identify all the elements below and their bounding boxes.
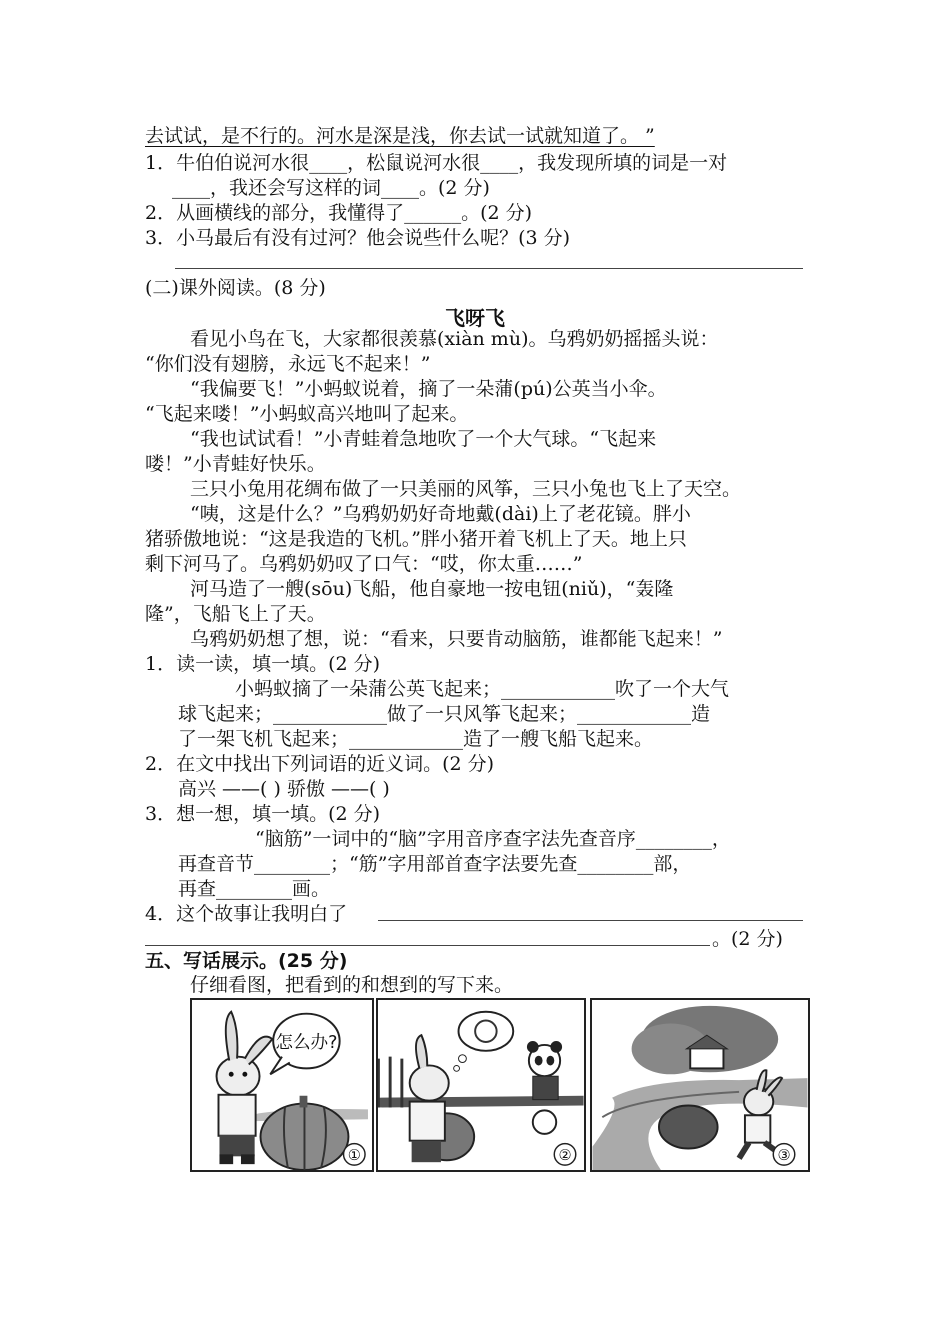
panel-number: ③ (777, 1147, 791, 1165)
panel-number: ① (347, 1147, 361, 1165)
story-paragraph: 三只小兔用花绸布做了一只美丽的风筝，三只小兔也飞上了天空。 (190, 478, 742, 500)
story-paragraph: “飞起来喽！”小蚂蚁高兴地叫了起来。 (145, 403, 469, 425)
story-paragraph: “咦，这是什么？”乌鸦奶奶好奇地戴(dài)上了老花镜。胖小 (190, 503, 691, 525)
section-header: (二)课外阅读。(8 分) (145, 277, 326, 299)
rabbit-pumpkin-illustration (192, 1000, 372, 1170)
story-paragraph: 喽！”小青蛙好快乐。 (145, 453, 326, 475)
reading-question-1-line: 了一架飞机飞起来；____________造了一艘飞船飞起来。 (178, 728, 654, 750)
reading-question-2: 2．在文中找出下列词语的近义词。(2 分) (145, 753, 495, 775)
section-header: 五、写话展示。(25 分) (145, 950, 348, 972)
story-paragraph: 乌鸦奶奶想了想，说：“看来，只要肯动脑筋，谁都能飞起来！” (190, 628, 723, 650)
answer-line[interactable] (175, 268, 803, 269)
story-paragraph: 剩下河马了。乌鸦奶奶叹了口气：“哎，你太重……” (145, 553, 583, 575)
story-title: 飞呀飞 (445, 306, 505, 330)
answer-line[interactable] (378, 920, 803, 921)
answer-line[interactable] (145, 945, 710, 946)
panel-number: ② (558, 1147, 572, 1165)
question-2: 2．从画横线的部分，我懂得了______。(2 分) (145, 202, 533, 224)
reading-question-3-line: “脑筋”一词中的“脑”字用音序查字法先查音序________， (255, 828, 731, 850)
passage-continuation: 去试试，是不行的。河水是深是浅，你去试一试就知道了。 ” (145, 125, 655, 147)
story-paragraph: “你们没有翅膀，永远飞不起来！” (145, 353, 431, 375)
reading-question-4: 4．这个故事让我明白了 (145, 903, 348, 925)
story-paragraph: 猪骄傲地说：“这是我造的飞机。”胖小猪开着飞机上了天。地上只 (145, 528, 687, 550)
question-1-cont: ____，我还会写这样的词____。(2 分) (172, 177, 490, 199)
story-paragraph: 河马造了一艘(sōu)飞船，他自豪地一按电钮(niǔ)，“轰隆 (190, 578, 674, 600)
reading-question-1-line: 球飞起来；____________做了一只风筝飞起来；____________造 (178, 703, 711, 725)
reading-question-4-points: 。(2 分) (712, 928, 783, 950)
reading-question-1-line: 小蚂蚁摘了一朵蒲公英飞起来；____________吹了一个大气 (235, 678, 730, 700)
rabbit-panda-illustration (378, 1000, 584, 1170)
reading-question-3: 3．想一想，填一填。(2 分) (145, 803, 381, 825)
story-paragraph: “我也试试看！”小青蛙着急地吹了一个大气球。“飞起来 (190, 428, 657, 450)
story-paragraph: 隆”，飞船飞上了天。 (145, 603, 326, 625)
reading-question-3-line: 再查________画。 (178, 878, 331, 900)
comic-panel-2 (376, 998, 586, 1172)
reading-question-3-line: 再查音节________；“筋”字用部首查字法要先查________部， (178, 853, 692, 875)
reading-question-1: 1．读一读，填一填。(2 分) (145, 653, 381, 675)
question-3: 3．小马最后有没有过河？他会说些什么呢？(3 分) (145, 227, 571, 249)
writing-instruction: 仔细看图，把看到的和想到的写下来。 (190, 974, 514, 996)
story-paragraph: “我偏要飞！”小蚂蚁说着，摘了一朵蒲(pú)公英当小伞。 (190, 378, 667, 400)
comic-panel-1 (190, 998, 374, 1172)
reading-question-2-line: 高兴 ——( ) 骄傲 ——( ) (178, 778, 390, 800)
speech-bubble-text: 怎么办? (275, 1032, 338, 1053)
rabbit-road-illustration (592, 1000, 808, 1170)
comic-panel-3 (590, 998, 810, 1172)
question-1: 1．牛伯伯说河水很____，松鼠说河水很____，我发现所填的词是一对 (145, 152, 728, 174)
story-paragraph: 看见小鸟在飞，大家都很羡慕(xiàn mù)。乌鸦奶奶摇摇头说： (190, 328, 719, 350)
